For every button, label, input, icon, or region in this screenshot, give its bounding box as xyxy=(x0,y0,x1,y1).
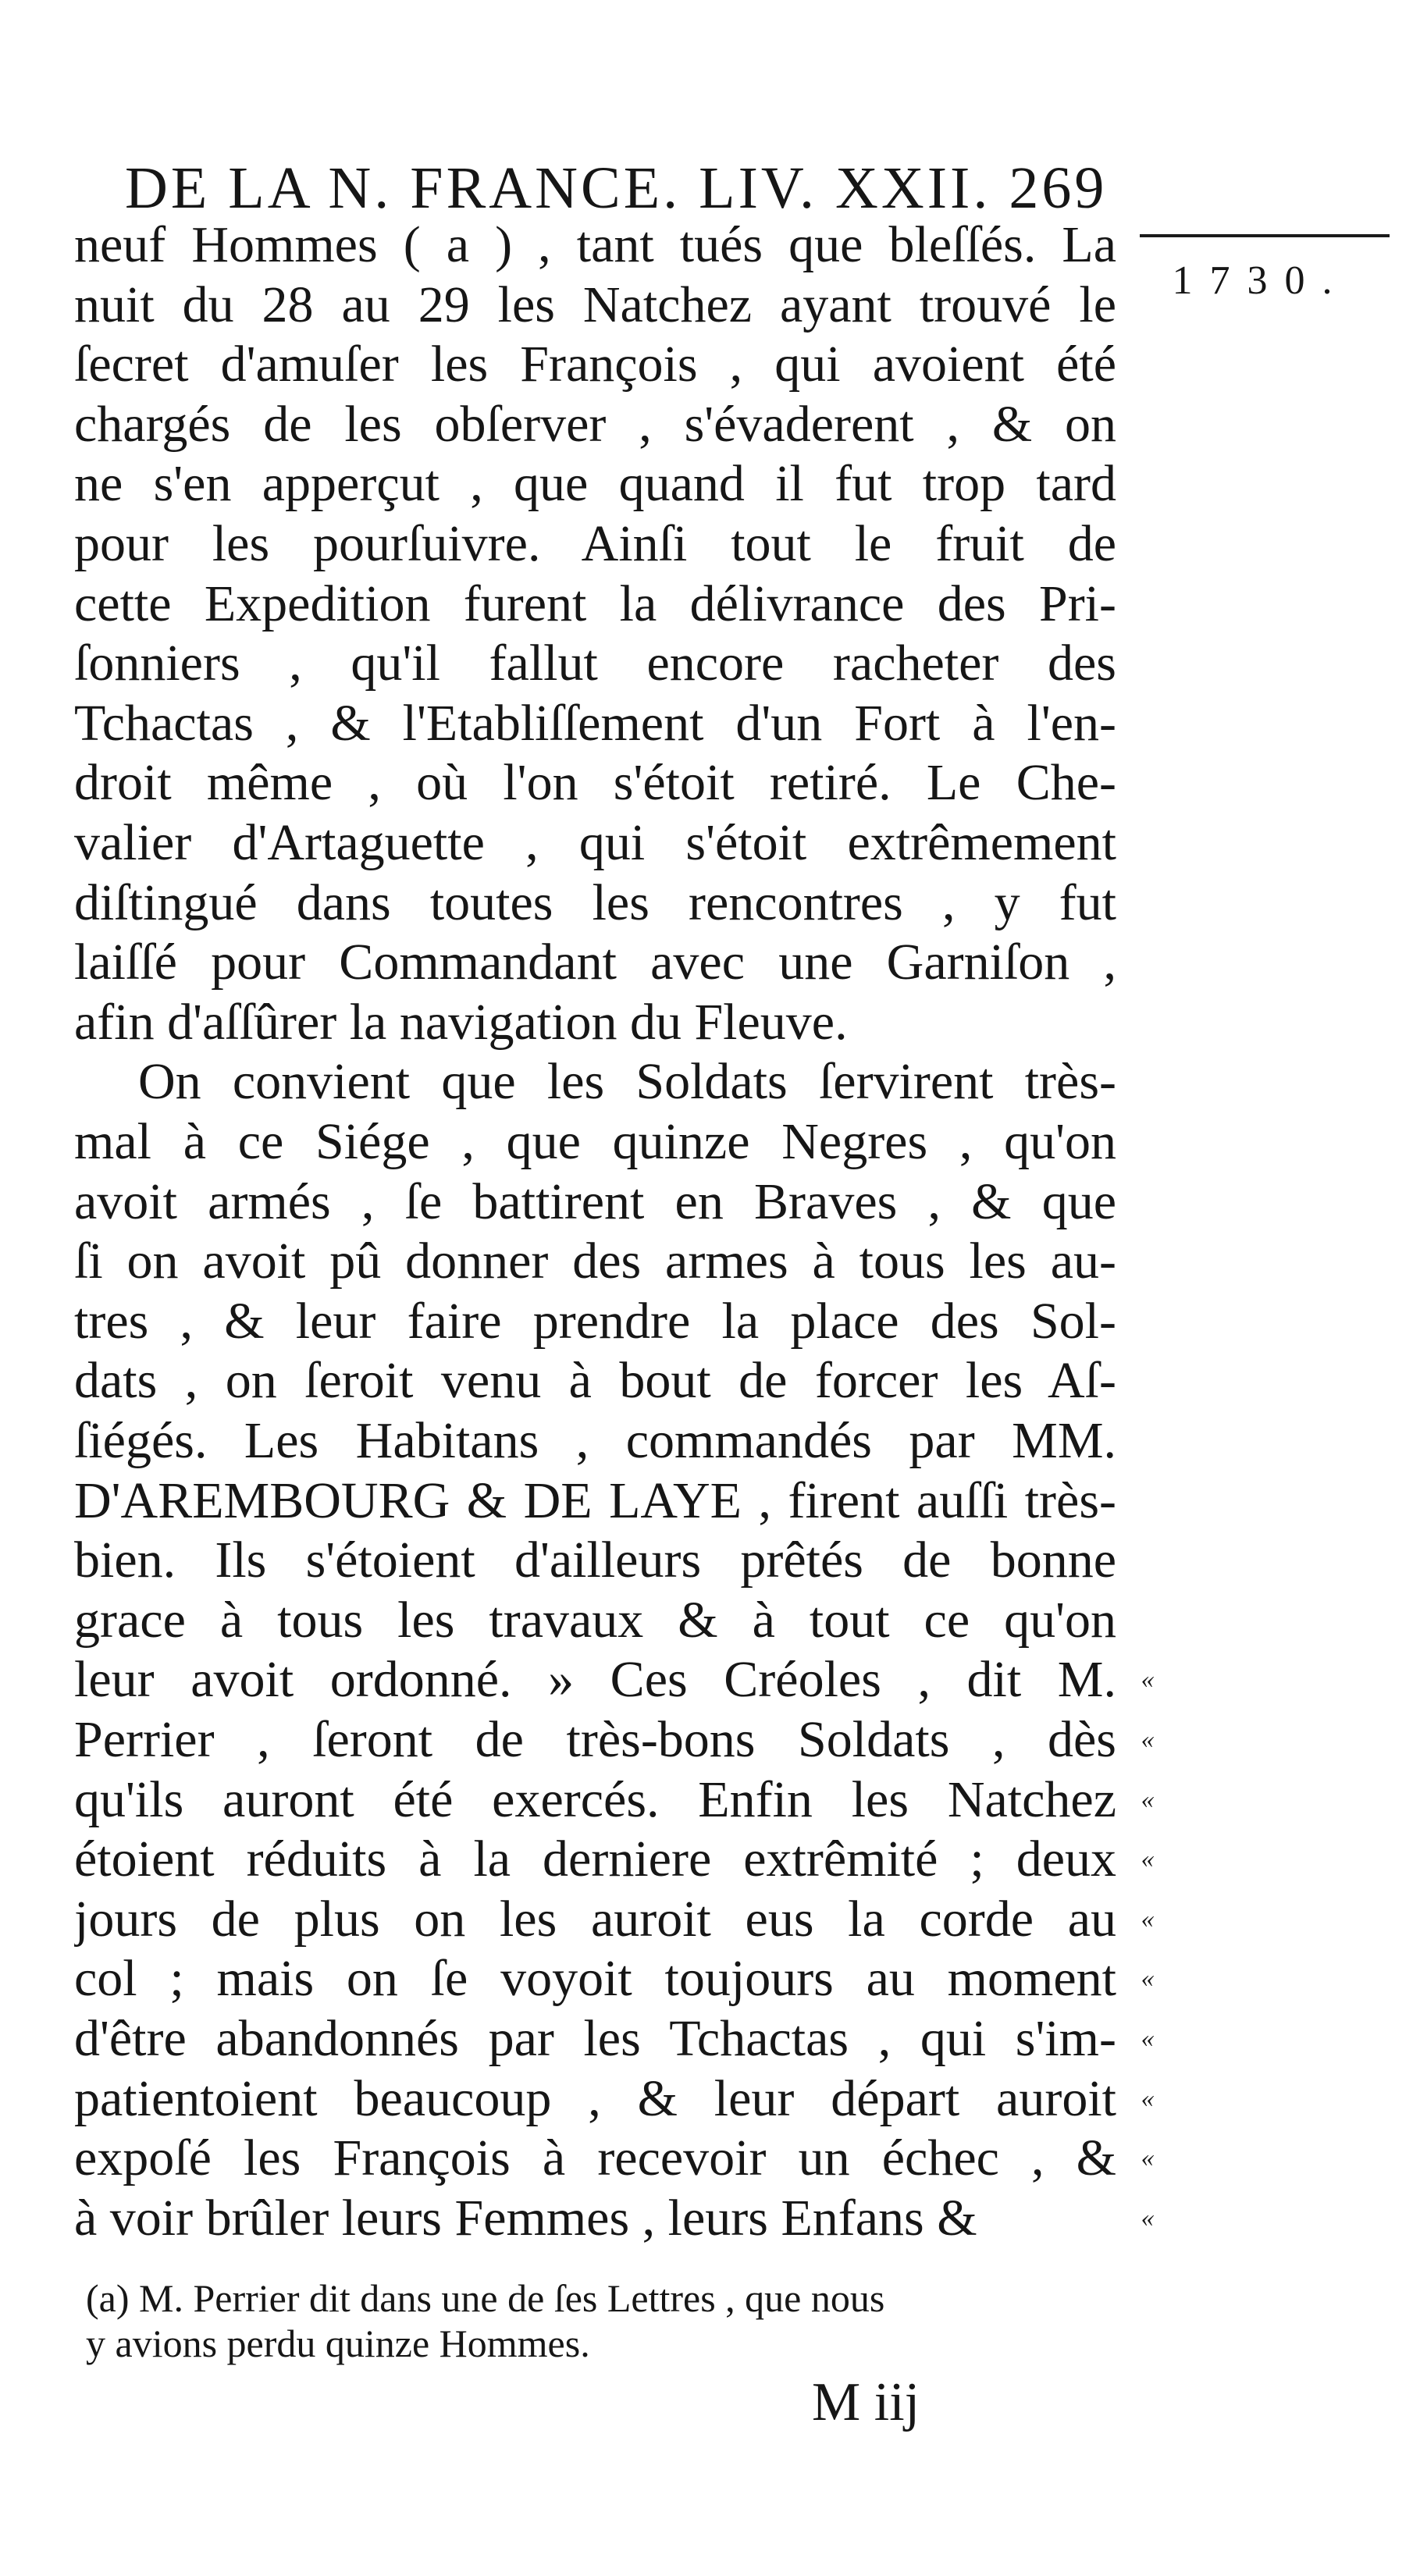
text-line: à voir brûler leurs Femmes , leurs Enfans & xyxy=(74,2190,977,2247)
text-line: bien. Ils s'étoient d'ailleurs prêtés de bonne xyxy=(74,1532,1116,1589)
text-line: ſecret d'amuſer les François , qui avoient été xyxy=(74,336,1116,393)
text-line: afin d'aſſûrer la navigation du Fleuve. xyxy=(74,994,848,1051)
text-line: leur avoit ordonné. » Ces Créoles , dit M. xyxy=(74,1651,1116,1708)
quote-mark: « xyxy=(1141,1964,1155,1993)
text-line: neuf Hommes ( a ) , tant tués que bleſſés. La xyxy=(74,216,1116,273)
quote-mark: « xyxy=(1141,2144,1155,2172)
text-line: expoſé les François à recevoir un échec , & xyxy=(74,2129,1116,2186)
margin-rule xyxy=(1140,234,1390,237)
footnote-line: y avions perdu quinze Hommes. xyxy=(86,2322,590,2365)
text-line: droit même , où l'on s'étoit retiré. Le Che- xyxy=(74,754,1116,811)
text-line: valier d'Artaguette , qui s'étoit extrêmement xyxy=(74,814,1116,871)
text-line: D'AREMBOURG & DE LAYE , firent auſſi très- xyxy=(74,1472,1116,1529)
text-line: qu'ils auront été exercés. Enfin les Natchez xyxy=(74,1771,1116,1828)
text-line: Tchactas , & l'Etabliſſement d'un Fort à l'en- xyxy=(74,695,1116,752)
text-line: grace à tous les travaux & à tout ce qu'on xyxy=(74,1592,1116,1649)
quote-mark: « xyxy=(1141,2204,1155,2233)
signature-mark: M iij xyxy=(812,2372,920,2432)
quote-mark: « xyxy=(1141,2024,1155,2053)
quote-mark: « xyxy=(1141,1785,1155,1814)
quote-mark: « xyxy=(1141,1905,1155,1934)
text-line: ſiégés. Les Habitans , commandés par MM. xyxy=(74,1412,1116,1469)
text-line: nuit du 28 au 29 les Natchez ayant trouvé le xyxy=(74,276,1116,333)
running-head: DE LA N. FRANCE. LIV. XXII. 269 xyxy=(125,155,1108,221)
quote-mark: « xyxy=(1141,1665,1155,1694)
text-line: laiſſé pour Commandant avec une Garniſon , xyxy=(74,934,1116,991)
text-line: On convient que les Soldats ſervirent très- xyxy=(138,1053,1116,1110)
text-line: patientoient beaucoup , & leur départ auroit xyxy=(74,2070,1116,2127)
text-line: dats , on ſeroit venu à bout de forcer les Aſ- xyxy=(74,1352,1116,1409)
text-line: jours de plus on les auroit eus la corde au xyxy=(74,1891,1116,1948)
text-line: Perrier , ſeront de très-bons Soldats , dès xyxy=(74,1711,1116,1768)
footnote-line: (a) M. Perrier dit dans une de ſes Lettres , que nous xyxy=(86,2276,885,2320)
quote-mark: « xyxy=(1141,2084,1155,2113)
text-line: pour les pourſuivre. Ainſi tout le fruit de xyxy=(74,515,1116,572)
quote-mark: « xyxy=(1141,1845,1155,1873)
text-line: diſtingué dans toutes les rencontres , y fut xyxy=(74,874,1116,931)
text-line: ne s'en apperçut , que quand il fut trop tard xyxy=(74,455,1116,512)
text-line: avoit armés , ſe battirent en Braves , & que xyxy=(74,1173,1116,1230)
text-line: étoient réduits à la derniere extrêmité ; deux xyxy=(74,1831,1116,1888)
text-line: ſi on avoit pû donner des armes à tous les au- xyxy=(74,1233,1116,1290)
text-line: ſonniers , qu'il fallut encore racheter des xyxy=(74,635,1116,692)
text-line: tres , & leur faire prendre la place des Sol- xyxy=(74,1293,1116,1350)
margin-year: 1730. xyxy=(1172,258,1350,303)
text-line: col ; mais on ſe voyoit toujours au moment xyxy=(74,1950,1116,2007)
text-line: mal à ce Siége , que quinze Negres , qu'on xyxy=(74,1113,1116,1170)
text-line: cette Expedition furent la délivrance des Pri- xyxy=(74,575,1116,632)
quote-mark: « xyxy=(1141,1725,1155,1754)
text-line: chargés de les obſerver , s'évaderent , & on xyxy=(74,396,1116,453)
text-line: d'être abandonnés par les Tchactas , qui s'im- xyxy=(74,2010,1116,2067)
